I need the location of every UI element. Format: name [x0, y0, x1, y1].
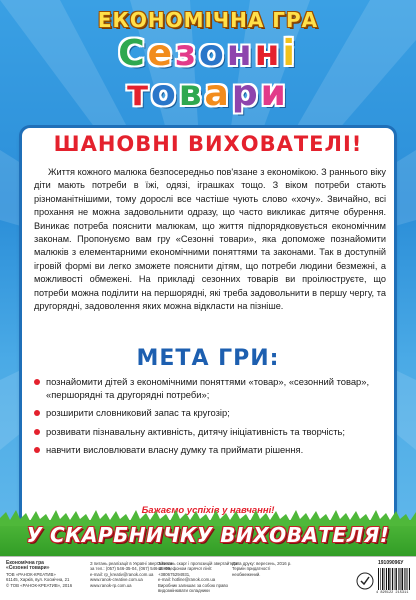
title-letter: С — [118, 33, 148, 74]
goal-item — [34, 426, 386, 439]
title-letter: е — [147, 33, 176, 74]
title-letter: н — [254, 33, 283, 74]
title-letter: т — [127, 73, 152, 114]
panel-heading: ШАНОВНІ ВИХОВАТЕЛІ! — [53, 132, 363, 156]
title-letter: р — [231, 73, 261, 114]
imprint-line: e-mail: hotline@ranok.com.ua — [158, 577, 216, 583]
imprint-line: Економічна гра — [6, 560, 44, 566]
goal-text: розвивати пізнавальну активність, дитячу ініціативність та творчість; — [46, 425, 346, 437]
imprint-line: +380675294931, — [158, 571, 191, 577]
imprint-line: за тел.: (057) 546-35-04, (067) 546-35-09, — [90, 566, 172, 572]
imprint-title-column — [6, 561, 86, 588]
barcode-icon — [378, 568, 410, 590]
title-letter: в — [178, 73, 205, 114]
goal-item — [34, 376, 386, 401]
barcode-number: 4 820122 215311 — [376, 591, 409, 595]
imprint-line: ТОВ «РАНОК-КРЕАТИВ» — [6, 571, 56, 577]
product-code: 19109096У — [378, 560, 404, 566]
bullet-icon — [34, 410, 40, 416]
imprint-footer — [0, 556, 416, 600]
imprint-line: «Сезонні товари» — [6, 565, 50, 572]
game-type-subtitle: ЕКОНОМІЧНА ГРА — [97, 8, 319, 32]
imprint-line: www.ranok-creative.com.ua — [90, 577, 143, 583]
imprint-line: З питань скарг і пропозицій звертайтеся — [158, 561, 238, 566]
title-letter: і — [282, 33, 298, 74]
imprint-hotline-column — [158, 561, 238, 594]
bullet-icon — [34, 379, 40, 385]
imprint-line: © ТОВ «РАНОК-КРЕАТИВ», 2016 — [6, 582, 73, 588]
imprint-line: e-mail: rp_kreativ@ranok.com.ua — [90, 571, 154, 577]
slogan-banner: У СКАРБНИЧКУ ВИХОВАТЕЛЯ! — [26, 523, 390, 547]
imprint-sales-column — [90, 561, 173, 588]
imprint-line: необмежений. — [232, 571, 261, 577]
goal-item — [34, 407, 386, 420]
imprint-line: 61145, Харків, вул. Космічна, 21 — [6, 577, 70, 583]
goal-text: познайомити дітей з економічними поняттями «товар», «сезонний товар», «першорядні та другорядні потреби»; — [46, 376, 370, 400]
title-line-2 — [0, 74, 416, 114]
goal-item — [34, 444, 386, 457]
imprint-line: Дата друку: вересень, 2016 р. — [232, 561, 292, 566]
goal-text: навчити висловлювати власну думку та приймати рішення. — [46, 444, 304, 456]
imprint-line: www.ranok-rp.com.ua — [90, 582, 132, 588]
title-letter: о — [151, 73, 179, 114]
intro-paragraph: Життя кожного малюка безпосередньо пов'язане з економікою. З раннього віку діти мають потреби в їжі, одязі, іграшках тощо. З віком потреби стають різноманітнішими, тому дорослі все частіше чують слово «хочу». Звичайно, всі прохання не можна задовольнити одразу, що часто викликає дитяче обурення. Виникає потреба пояснити малюкам, що життя підпорядковується економічним законам. Пропонуємо вам гру «Сезонні товари», яка допоможе познайомити малюків з елементарними економічними поняттями та законами. Так в доступній ігровій формі ви легко зможете пояснити дітям, що потреби людини безмежні, а можливості обмежені. На прикладі сезонних товарів ви проілюструєте, що потреби можна поділити на першорядні, які треба задовольнити в першу чергу, та другорядні, задоволення яких можна відкласти на пізніше. — [34, 167, 386, 312]
title-letter: з — [175, 33, 199, 74]
title-letter: о — [198, 33, 227, 74]
imprint-line: за телефоном гарячої лінії: — [158, 566, 213, 572]
bullet-icon — [34, 429, 40, 435]
goal-text: розширити словниковий запас та кругозір; — [46, 407, 230, 419]
title-letter: н — [226, 33, 255, 74]
title-letter: а — [204, 73, 232, 114]
goals-heading: МЕТА ГРИ: — [136, 346, 280, 371]
imprint-date-column — [232, 561, 302, 577]
title-line-1 — [0, 34, 416, 74]
imprint-line: Виробник залишає за собою право — [158, 582, 228, 588]
imprint-line: Термін придатності — [232, 566, 271, 572]
title-letter: и — [260, 73, 289, 114]
imprint-line: видозмінювати складники — [158, 588, 210, 594]
goals-list — [34, 376, 386, 463]
safety-mark-icon — [356, 572, 374, 590]
bullet-icon — [34, 447, 40, 453]
imprint-line: З питань реалізації в Україні звертайтеся — [90, 561, 173, 566]
intro-text — [34, 166, 386, 313]
wish-text: Бажаємо успіхів у навчанні! — [141, 505, 275, 516]
